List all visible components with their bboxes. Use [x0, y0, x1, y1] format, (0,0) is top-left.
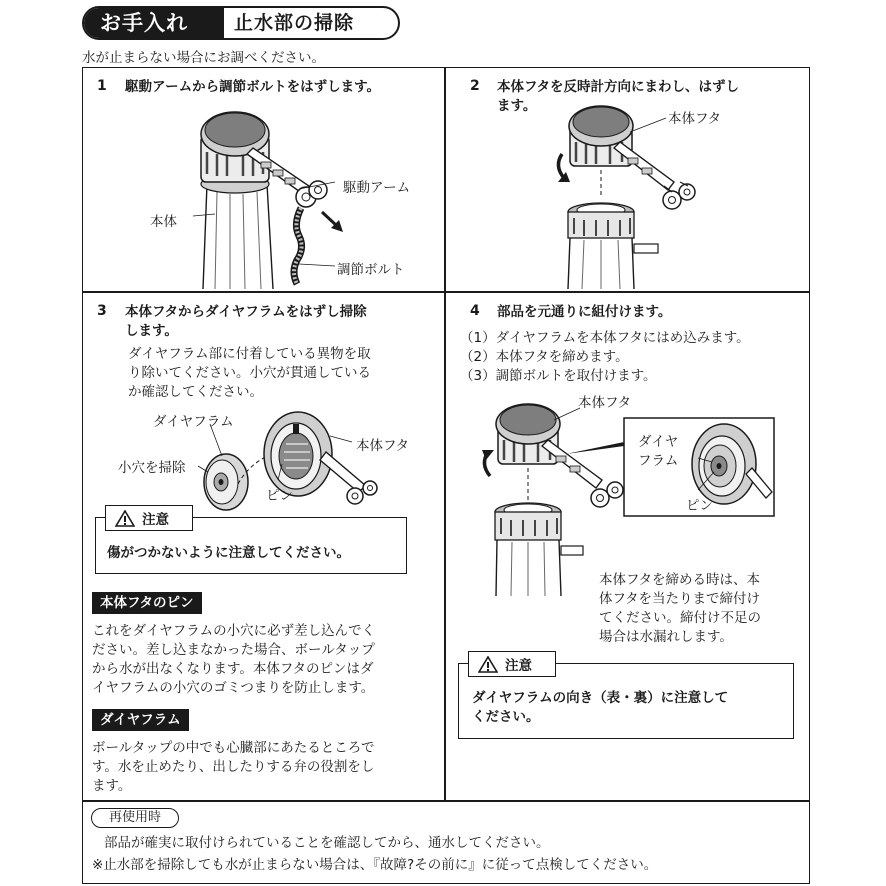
step4-title: 部品を元通りに組付けます。 [497, 304, 672, 320]
step4-diaphragm-label-line1: ダイヤ [638, 434, 679, 450]
step4-cover-label: 本体フタ [578, 395, 632, 411]
step3-desc-line1: ダイヤフラム部に付着している異物を取 [128, 346, 371, 362]
step1-title: 駆動アームから調節ボルトをはずします。 [125, 79, 381, 95]
cover-pin-tag: 本体フタのピン [92, 592, 202, 614]
intro-text: 水が止まらない場合にお調べください。 [82, 50, 325, 66]
reuse-line1: 部品が確実に取付けられていることを確認してから、通水してください。 [104, 835, 550, 851]
step3-number: 3 [97, 303, 107, 319]
diaphragm-tag: ダイヤフラム [92, 709, 189, 731]
step3-title-line1: 本体フタからダイヤフラムをはずし掃除 [125, 304, 367, 320]
step3-hole-label: 小穴を掃除 [118, 460, 186, 476]
diaphragm-line2: す。水を止めたり、出したりする弁の役割をし [92, 759, 375, 775]
step3-caution-tab [105, 505, 193, 531]
step4-number: 4 [470, 303, 480, 319]
header-subtitle: 止水部の掃除 [234, 12, 355, 34]
step4-illustration [476, 398, 776, 598]
footer-divider [82, 800, 810, 802]
step3-pin-label: ピン [266, 488, 293, 504]
step2-cover-label: 本体フタ [668, 111, 722, 127]
step4-diaphragm-label-line2: フラム [638, 453, 679, 469]
step4-pin-label: ピン [686, 498, 713, 514]
cover-pin-line3: から水が出なくなります。本体フタのピンはダ [92, 661, 374, 677]
step1-bolt-label: 調節ボルト [337, 262, 405, 278]
diaphragm-line3: ます。 [92, 778, 132, 794]
step3-diaphragm-label: ダイヤフラム [153, 414, 234, 430]
warning-icon [478, 656, 498, 673]
step3-title-line2: します。 [125, 323, 178, 339]
step3-desc-line3: か確認してください。 [128, 384, 263, 400]
cover-pin-line4: イヤフラムの小穴のゴミつまりを防止します。 [92, 680, 375, 696]
step3-cover-label: 本体フタ [356, 438, 410, 454]
step4-sub3: （3）調節ボルトを取付けます。 [460, 368, 657, 384]
diaphragm-line1: ボールタップの中でも心臓部にあたるところで [92, 740, 375, 756]
step2-illustration [548, 104, 708, 289]
reuse-tag: 再使用時 [91, 808, 179, 828]
step4-sub1: （1）ダイヤフラムを本体フタにはめ込みます。 [460, 330, 750, 346]
step4-note-line2: 体フタを当たりまで締付け [599, 591, 761, 607]
cover-pin-line1: これをダイヤフラムの小穴に必ず差し込んでく [92, 623, 376, 639]
step4-note-line1: 本体フタを締める時は、本 [599, 572, 761, 588]
step3-desc-line2: り除いてください。小穴が貫通している [128, 365, 371, 381]
column-divider [444, 67, 446, 801]
step4-caution-line2: ください。 [472, 709, 540, 725]
step1-arm-label: 駆動アーム [343, 180, 411, 196]
row-divider [82, 291, 810, 293]
step4-caution-tab [468, 651, 556, 677]
reuse-line2: ※止水部を掃除しても水が止まらない場合は、『故障?その前に』に従って点検してください。 [92, 857, 658, 873]
step4-note-line3: てください。締付け不足の [599, 610, 761, 626]
step2-number: 2 [470, 78, 480, 94]
page-header [82, 6, 400, 40]
step2-title-line2: ます。 [497, 98, 537, 114]
step3-caution-label: 注意 [142, 512, 169, 528]
step4-sub2: （2）本体フタを締めます。 [460, 349, 629, 365]
header-title: お手入れ [84, 8, 224, 38]
cover-pin-line2: ださい。差し込まなかった場合、ボールタップ [92, 642, 375, 658]
step4-caution-label: 注意 [505, 658, 532, 674]
step2-title-line1: 本体フタを反時計方向にまわし、はずし [497, 79, 740, 95]
step4-note-line4: 場合は水漏れします。 [599, 629, 733, 645]
step4-caution-line1: ダイヤフラムの向き（表・裏）に注意して [472, 690, 729, 706]
step1-body-label: 本体 [150, 214, 177, 230]
step1-illustration [185, 104, 345, 289]
warning-icon [115, 510, 135, 527]
step1-number: 1 [97, 78, 107, 94]
step3-caution-text: 傷がつかないように注意してください。 [107, 545, 350, 561]
